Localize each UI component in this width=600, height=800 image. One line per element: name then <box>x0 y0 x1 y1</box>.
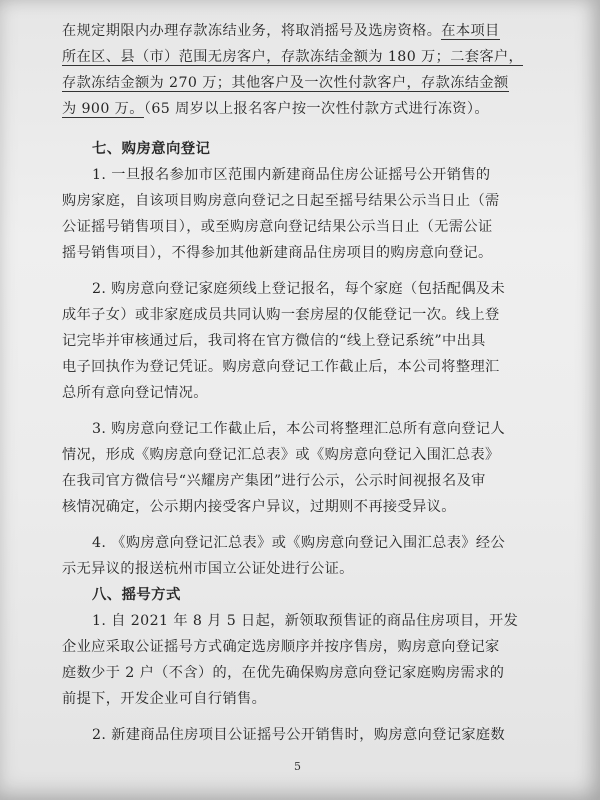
spacer <box>62 266 552 276</box>
text-line <box>62 44 552 70</box>
underlined-text: 存款冻结金额为 270 万；其他客户及一次性付款客户，存款冻结金额 <box>62 75 509 91</box>
spacer <box>62 122 552 136</box>
text-line: 记完毕并审核通过后，我司将在官方微信的“线上登记系统”中出具 <box>62 333 486 349</box>
text-line: 庭数少于 2 户（不含）的，在优先确保购房意向登记家庭购房需求的 <box>62 665 505 681</box>
text-line: 1. 自 2021 年 8 月 5 日起，新领取预售证的商品住房项目，开发 <box>92 613 519 629</box>
text-line: 核情况确定，公示期内接受客户异议，过期则不再接受异议。 <box>62 499 456 515</box>
text-line: 在我司官方微信号“兴耀房产集团”进行公示，公示时间视报名及审 <box>62 473 486 489</box>
text-line <box>62 18 552 44</box>
page-number: 5 <box>294 760 301 773</box>
spacer <box>62 406 552 416</box>
underlined-text: 在本项目 <box>441 23 500 39</box>
text-line: 前提下，开发企业可自行销售。 <box>62 691 267 707</box>
underlined-text: 所在区、县（市）范围无房客户，存款冻结金额为 180 万；二套客户， <box>62 49 524 65</box>
text-line: 公证摇号销售项目），或至购房意向登记结果公示当日止（无需公证 <box>62 219 493 235</box>
text-line: 摇号销售项目），不得参加其他新建商品住房项目的购房意向登记。 <box>62 245 493 261</box>
text-line: 3. 购房意向登记工作截止后，本公司将整理汇总所有意向登记人 <box>92 421 506 437</box>
section-heading: 八、摇号方式 <box>92 587 181 603</box>
text-line <box>62 70 552 96</box>
text-line: 4. 《购房意向登记汇总表》或《购房意向登记入围汇总表》经公 <box>92 535 506 551</box>
text-span: （65 周岁以上报名客户按一次性付款方式进行冻资）。 <box>143 101 489 117</box>
underlined-text: 为 900 万。 <box>62 101 144 117</box>
text-line: 成年子女）或非家庭成员共同认购一套房屋的仅能登记一次。线上登 <box>62 307 500 323</box>
spacer <box>62 520 552 530</box>
spacer <box>62 712 552 722</box>
text-line: 情况，形成《购房意向登记汇总表》或《购房意向登记入围汇总表》 <box>62 447 500 463</box>
text-line: 企业应采取公证摇号方式确定选房顺序并按序售房，购房意向登记家 <box>62 639 500 655</box>
text-line: 购房家庭，自该项目购房意向登记之日起至摇号结果公示当日止（需 <box>62 193 500 209</box>
page-content <box>62 18 552 748</box>
text-line: 1. 一旦报名参加市区范围内新建商品住房公证摇号公开销售的 <box>92 167 491 183</box>
text-line: 2. 购房意向登记家庭须线上登记报名，每个家庭（包括配偶及未 <box>92 281 506 297</box>
text-line: 2. 新建商品住房项目公证摇号公开销售时，购房意向登记家庭数 <box>92 727 506 743</box>
text-line <box>62 96 552 122</box>
text-line: 示无异议的报送杭州市国立公证处进行公证。 <box>62 561 354 577</box>
text-span: 在规定期限内办理存款冻结业务，将取消摇号及选房资格。 <box>62 23 442 39</box>
section-heading: 七、购房意向登记 <box>92 141 211 157</box>
text-line: 总所有意向登记情况。 <box>62 385 208 401</box>
text-line: 电子回执作为登记凭证。购房意向登记工作截止后，本公司将整理汇 <box>62 359 500 375</box>
